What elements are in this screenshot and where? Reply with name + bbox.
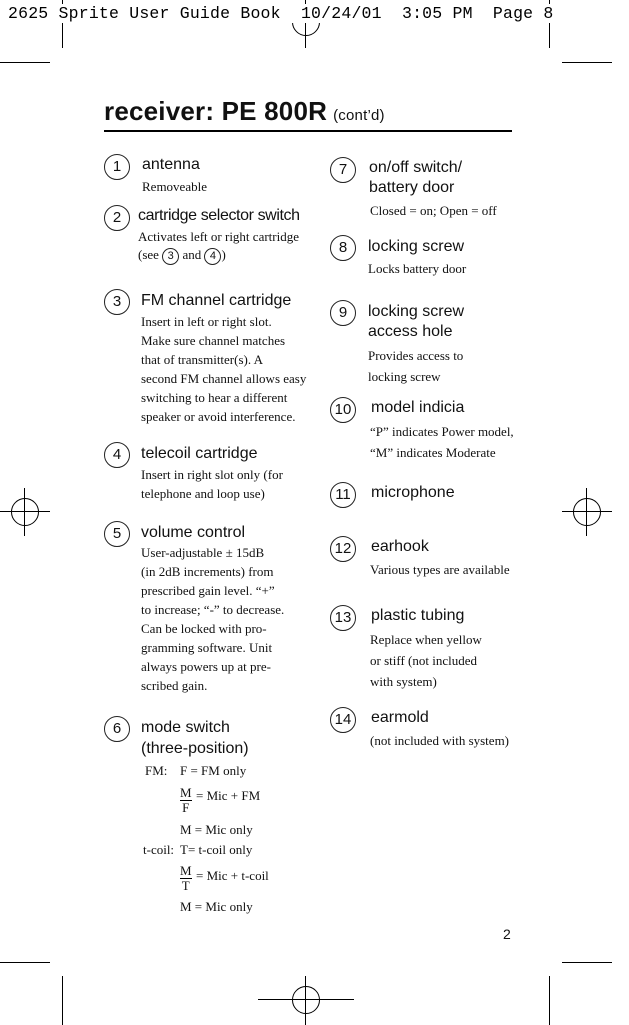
description-line: “P” indicates Power model,	[370, 424, 514, 439]
heading-line: locking screw	[368, 303, 465, 320]
description-line: speaker or avoid interference.	[141, 409, 296, 424]
ref-suffix: )	[221, 247, 226, 262]
description-line: Provides access to	[368, 348, 464, 363]
item-description: Removeable	[142, 179, 207, 194]
item-description	[141, 543, 284, 695]
heading-line: battery door	[369, 179, 455, 196]
item-number-badge: 7	[330, 157, 356, 183]
description-line: “M” indicates Moderate	[370, 445, 496, 460]
item-heading: microphone	[371, 484, 455, 501]
item-heading: cartridge selector switch	[138, 207, 300, 224]
item-heading: earmold	[371, 709, 429, 726]
description-line: User-adjustable ± 15dB	[141, 545, 265, 560]
description-line: Can be locked with pro-	[141, 621, 267, 636]
mode-fraction	[180, 786, 192, 815]
mode-fraction	[180, 864, 192, 893]
item-number-badge: 13	[330, 605, 356, 631]
description-line: or stiff (not included	[370, 653, 477, 668]
heading-line: mode switch	[141, 719, 230, 736]
description-line: that of transmitter(s). A	[141, 352, 264, 367]
fraction-bottom: F	[182, 800, 190, 815]
registration-mark	[292, 986, 320, 1014]
description-line: Insert in left or right slot.	[141, 314, 272, 329]
registration-mark	[573, 498, 601, 526]
crop-mark	[562, 62, 612, 63]
description-line: second FM channel allows easy	[141, 371, 307, 386]
item-heading	[369, 158, 462, 198]
description-line: locking screw	[368, 369, 441, 384]
item-description	[141, 465, 283, 503]
ref-prefix: (see	[138, 247, 159, 262]
description-line: Insert in right slot only (for	[141, 467, 283, 482]
item-description	[370, 421, 514, 463]
item-number-badge: 9	[330, 300, 356, 326]
item-heading	[368, 302, 464, 342]
item-description: Closed = on; Open = off	[370, 203, 497, 218]
item-heading: locking screw	[368, 238, 465, 255]
description-line: Make sure channel matches	[141, 333, 286, 348]
fraction-top: M	[180, 785, 192, 800]
item-reference-line	[138, 245, 226, 265]
item-number-badge: 1	[104, 154, 130, 180]
item-number-badge: 8	[330, 235, 356, 261]
mode-fm-m: M = Mic only	[180, 822, 253, 837]
page-number: 2	[503, 926, 511, 942]
item-heading: plastic tubing	[371, 607, 465, 624]
item-number-badge: 14	[330, 707, 356, 733]
mode-tcoil-t: T= t-coil only	[180, 842, 253, 857]
description-line: with system)	[370, 674, 437, 689]
item-description	[368, 345, 463, 387]
ref-badge: 3	[162, 248, 179, 265]
description-line: always powers up at pre-	[141, 659, 271, 674]
item-number-badge: 3	[104, 289, 130, 315]
item-description	[370, 629, 482, 692]
mode-tcoil-label: t-coil:	[143, 842, 175, 857]
description-line: switching to hear a different	[141, 390, 288, 405]
crop-mark	[549, 976, 550, 1025]
heading-line: on/off switch/	[369, 159, 463, 176]
page-title-continued: (cont’d)	[333, 107, 385, 124]
description-line: to increase; “-” to decrease.	[141, 602, 285, 617]
print-slug: 2625 Sprite User Guide Book 10/24/01 3:05 PM Page 8	[8, 4, 554, 23]
heading-line: (three-position)	[141, 740, 249, 757]
item-heading: model indicia	[371, 399, 465, 416]
item-description: Various types are available	[370, 562, 510, 577]
ref-badge: 4	[204, 248, 221, 265]
description-line: (in 2dB increments) from	[141, 564, 274, 579]
item-number-badge: 5	[104, 521, 130, 547]
item-heading	[141, 718, 249, 759]
item-description: Locks battery door	[368, 261, 467, 276]
item-heading: telecoil cartridge	[141, 445, 258, 462]
item-number-badge: 11	[330, 482, 356, 508]
page-title-main: receiver: PE 800R	[104, 96, 328, 126]
description-line: Replace when yellow	[370, 632, 482, 647]
item-number-badge: 4	[104, 442, 130, 468]
item-description: (not included with system)	[370, 733, 510, 748]
item-number-badge: 2	[104, 205, 130, 231]
item-heading: earhook	[371, 538, 429, 555]
item-number-badge: 6	[104, 716, 130, 742]
mode-tcoil-mt: = Mic + t-coil	[196, 868, 269, 883]
mode-tcoil-m: M = Mic only	[180, 899, 253, 914]
page-title	[104, 96, 385, 127]
mode-fm-mf: = Mic + FM	[196, 788, 261, 803]
description-line: gramming software. Unit	[141, 640, 273, 655]
description-line: scribed gain.	[141, 678, 208, 693]
crop-mark	[562, 962, 612, 963]
description-line: telephone and loop use)	[141, 486, 265, 501]
item-description: Activates left or right cartridge	[138, 229, 299, 244]
registration-mark	[11, 498, 39, 526]
heading-line: access hole	[368, 323, 453, 340]
item-heading: antenna	[142, 156, 200, 173]
mode-fm-f: F = FM only	[180, 763, 247, 778]
fraction-top: M	[180, 863, 192, 878]
ref-mid: and	[182, 247, 202, 262]
item-heading: volume control	[141, 524, 246, 541]
fraction-bottom: T	[181, 878, 190, 893]
mode-fm-label: FM:	[145, 763, 168, 778]
crop-mark	[62, 976, 63, 1025]
title-rule	[104, 130, 512, 132]
item-number-badge: 10	[330, 397, 356, 423]
crop-mark	[0, 962, 50, 963]
item-heading: FM channel cartridge	[141, 292, 292, 309]
description-line: prescribed gain level. “+”	[141, 583, 275, 598]
crop-mark	[0, 62, 50, 63]
item-number-badge: 12	[330, 536, 356, 562]
item-description	[141, 312, 306, 426]
